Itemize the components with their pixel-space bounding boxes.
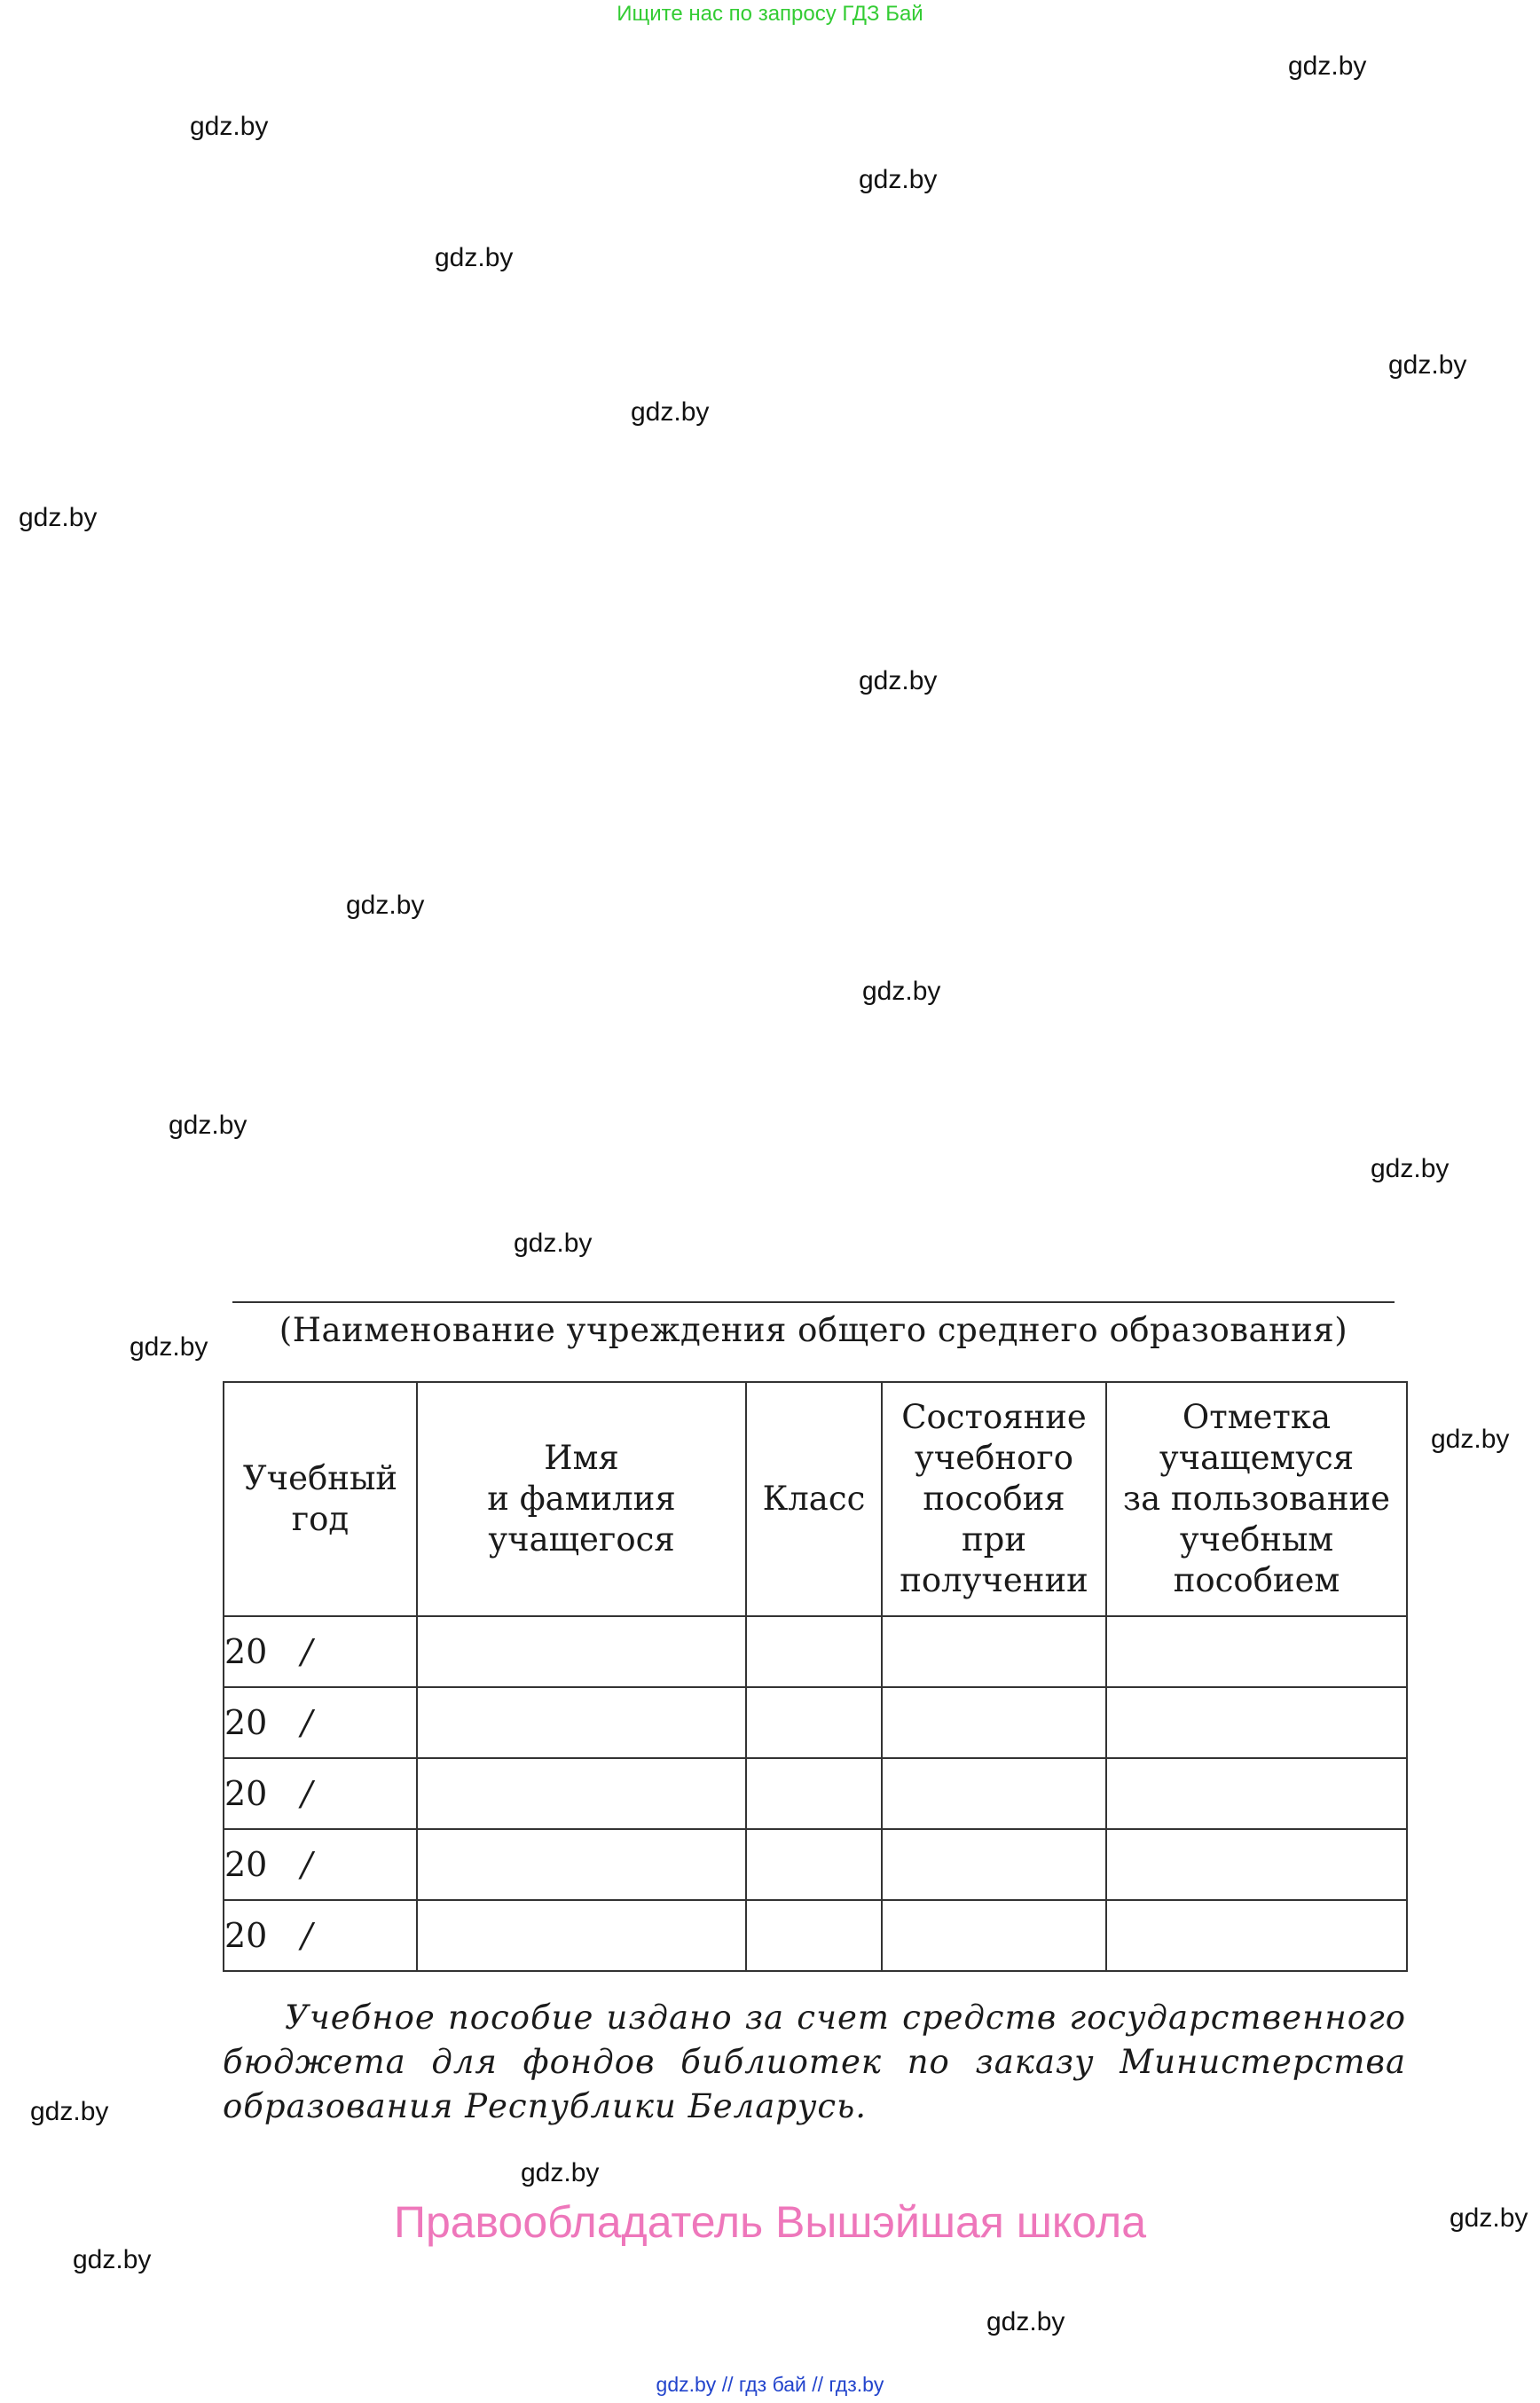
year-slash: / xyxy=(301,1703,313,1742)
watermark: gdz.by xyxy=(1431,1425,1510,1454)
watermark: gdz.by xyxy=(859,165,938,194)
rights-holder-notice: Правообладатель Вышэйшая школа xyxy=(394,2197,1146,2247)
watermark: gdz.by xyxy=(1371,1154,1450,1183)
year-prefix: 20 xyxy=(224,1774,268,1813)
table-row xyxy=(224,1758,1407,1829)
student-name-cell xyxy=(417,1900,746,1971)
year-prefix: 20 xyxy=(224,1703,268,1742)
watermark: gdz.by xyxy=(521,2158,600,2187)
condition-cell xyxy=(882,1687,1106,1758)
year-cell xyxy=(224,1829,417,1900)
table-row xyxy=(224,1829,1407,1900)
watermark: gdz.by xyxy=(514,1229,593,1258)
header-academic-year: Учебный год xyxy=(224,1382,417,1616)
watermark: gdz.by xyxy=(986,2307,1065,2336)
watermark: gdz.by xyxy=(346,891,425,920)
table-row xyxy=(224,1616,1407,1687)
watermark: gdz.by xyxy=(190,112,269,141)
usage-mark-cell xyxy=(1106,1758,1407,1829)
watermark: gdz.by xyxy=(169,1111,248,1140)
year-cell xyxy=(224,1616,417,1687)
grade-cell xyxy=(746,1616,882,1687)
grade-cell xyxy=(746,1900,882,1971)
watermark: gdz.by xyxy=(73,2245,152,2274)
header-student-name: Имя и фамилия учащегося xyxy=(417,1382,746,1616)
footer-links[interactable]: gdz.by // гдз бай // гдз.by xyxy=(656,2373,884,2396)
watermark: gdz.by xyxy=(859,666,938,695)
watermark: gdz.by xyxy=(130,1332,208,1362)
usage-mark-cell xyxy=(1106,1616,1407,1687)
usage-mark-cell xyxy=(1106,1687,1407,1758)
grade-cell xyxy=(746,1758,882,1829)
watermark: gdz.by xyxy=(30,2097,109,2126)
watermark: gdz.by xyxy=(1288,51,1367,81)
grade-cell xyxy=(746,1829,882,1900)
year-cell xyxy=(224,1900,417,1971)
condition-cell xyxy=(882,1829,1106,1900)
student-name-cell xyxy=(417,1616,746,1687)
year-slash: / xyxy=(301,1916,313,1955)
watermark: gdz.by xyxy=(435,243,514,272)
textbook-record-table xyxy=(223,1381,1408,1972)
header-condition-on-receipt: Состояние учебного пособия при получении xyxy=(882,1382,1106,1616)
institution-name-line xyxy=(232,1301,1395,1303)
grade-cell xyxy=(746,1687,882,1758)
institution-caption: (Наименование учреждения общего среднего образования) xyxy=(279,1311,1348,1349)
year-slash: / xyxy=(301,1774,313,1813)
usage-mark-cell xyxy=(1106,1829,1407,1900)
student-name-cell xyxy=(417,1829,746,1900)
table-row xyxy=(224,1687,1407,1758)
year-prefix: 20 xyxy=(224,1632,268,1671)
condition-cell xyxy=(882,1900,1106,1971)
watermark: gdz.by xyxy=(1450,2203,1528,2233)
year-slash: / xyxy=(301,1845,313,1884)
student-name-cell xyxy=(417,1758,746,1829)
condition-cell xyxy=(882,1616,1106,1687)
year-slash: / xyxy=(301,1632,313,1671)
year-prefix: 20 xyxy=(224,1916,268,1955)
watermark: gdz.by xyxy=(631,397,710,427)
header-grade: Класс xyxy=(746,1382,882,1616)
watermark: gdz.by xyxy=(19,503,98,532)
funding-note: Учебное пособие издано за счет средств государственного бюджета для фондов библиотек по заказу Министерства образования Республики Беларусь. xyxy=(223,1999,1406,2125)
year-prefix: 20 xyxy=(224,1845,268,1884)
header-usage-mark: Отметка учащемуся за пользование учебным пособием xyxy=(1106,1382,1407,1616)
table-row xyxy=(224,1900,1407,1971)
student-name-cell xyxy=(417,1687,746,1758)
year-cell xyxy=(224,1758,417,1829)
table-header-row xyxy=(224,1382,1407,1616)
usage-mark-cell xyxy=(1106,1900,1407,1971)
condition-cell xyxy=(882,1758,1106,1829)
year-cell xyxy=(224,1687,417,1758)
watermark: gdz.by xyxy=(1388,350,1467,380)
watermark: gdz.by xyxy=(862,977,941,1006)
top-banner[interactable]: Ищите нас по запросу ГДЗ Бай xyxy=(617,2,923,26)
